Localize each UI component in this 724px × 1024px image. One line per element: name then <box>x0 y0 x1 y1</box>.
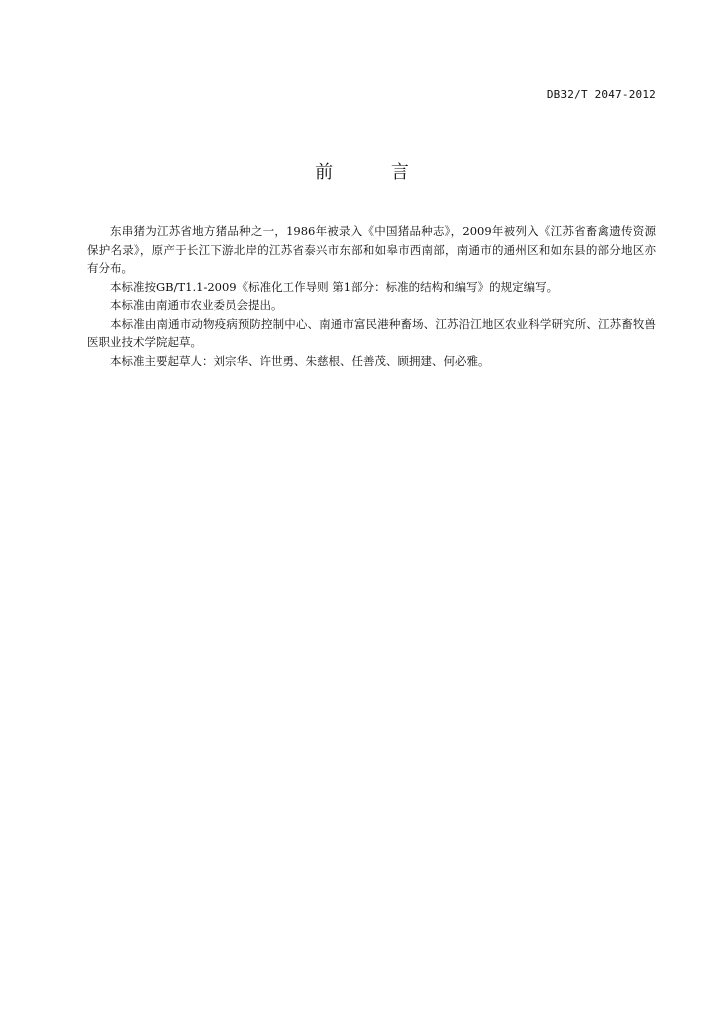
paragraph-drafting-rule: 本标准按GB/T1.1-2009《标准化工作导则 第1部分：标准的结构和编写》的规定编写。 <box>110 279 559 294</box>
paragraph-drafters: 本标准主要起草人：刘宗华、许世勇、朱慈根、任善茂、顾拥建、何必雅。 <box>110 353 490 368</box>
paragraph-proposer: 本标准由南通市农业委员会提出。 <box>110 298 283 312</box>
foreword-body <box>87 222 656 370</box>
paragraph-breed-intro: 东串猪为江苏省地方猪品种之一，1986年被录入《中国猪品种志》，2009年被列入《江苏省畜禽遗传资源保护名录》，原产于长江下游北岸的江苏省泰兴市东部和如皋市西南部，南通市的通州区和如东县的部分地区亦有分布。 <box>87 224 656 275</box>
document-code: DB32/T 2047-2012 <box>546 88 656 101</box>
page-title: 前 言 <box>315 162 435 183</box>
paragraph-drafting-units: 本标准由南通市动物疫病预防控制中心、南通市富民港种畜场、江苏沿江地区农业科学研究所、江苏畜牧兽医职业技术学院起草。 <box>87 316 656 349</box>
